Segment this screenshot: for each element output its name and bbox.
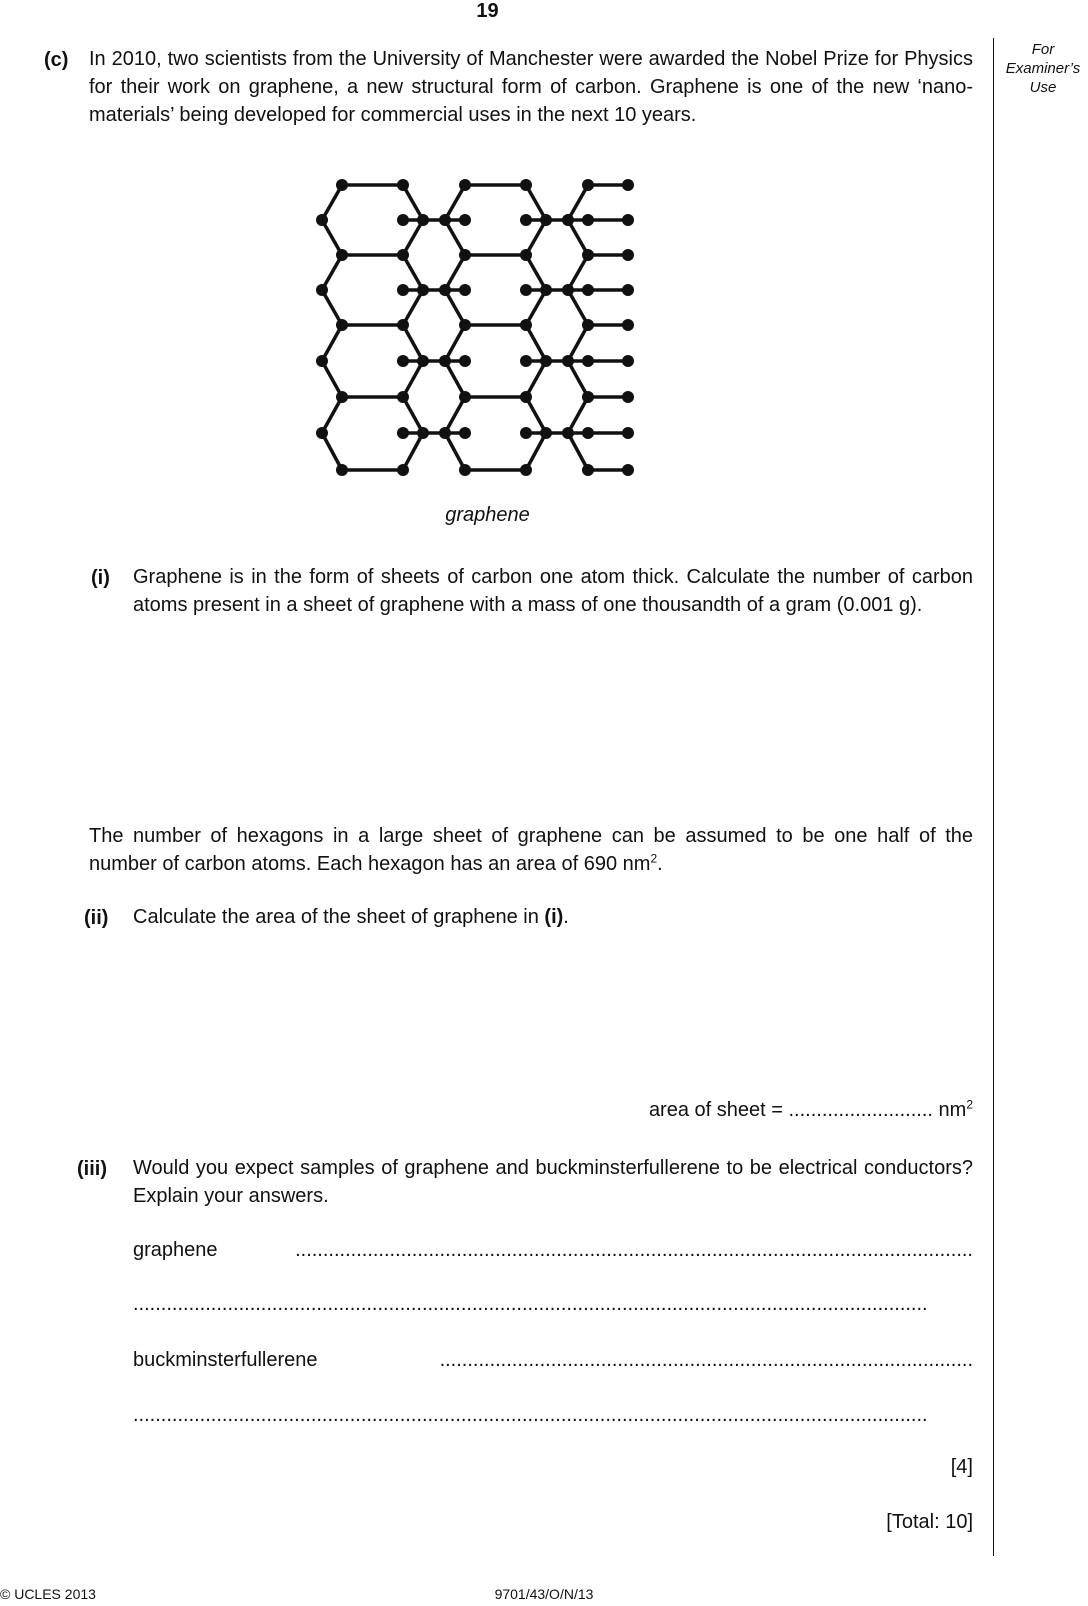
page-number: 19 bbox=[476, 0, 499, 22]
footer-code: 9701/43/O/N/13 bbox=[494, 1586, 594, 1602]
carbon-atom bbox=[316, 214, 328, 226]
carbon-bond bbox=[526, 397, 546, 433]
q-ii-text bbox=[133, 903, 973, 931]
carbon-atom bbox=[540, 214, 552, 226]
carbon-atom bbox=[336, 319, 348, 331]
carbon-bond bbox=[403, 185, 423, 220]
carbon-bond bbox=[445, 361, 465, 397]
carbon-bond bbox=[568, 185, 588, 220]
carbon-atom bbox=[459, 319, 471, 331]
carbon-bond bbox=[568, 325, 588, 361]
hexagon-info-text bbox=[89, 822, 973, 878]
carbon-atom bbox=[622, 391, 634, 403]
carbon-bond bbox=[445, 185, 465, 220]
examiner-line-1: For bbox=[1031, 41, 1055, 58]
carbon-atom bbox=[417, 284, 429, 296]
examiner-line-3: Use bbox=[1029, 79, 1057, 96]
graphene-lattice bbox=[316, 179, 634, 476]
carbon-bond bbox=[322, 185, 342, 220]
carbon-atom bbox=[520, 391, 532, 403]
carbon-bond bbox=[403, 361, 423, 397]
total-marks: [Total: 10] bbox=[886, 1511, 973, 1533]
carbon-atom bbox=[397, 179, 409, 191]
q-i-label: (i) bbox=[91, 567, 110, 589]
area-answer-line bbox=[649, 1099, 973, 1122]
carbon-atom bbox=[520, 214, 532, 226]
carbon-atom bbox=[520, 179, 532, 191]
carbon-atom bbox=[622, 464, 634, 476]
carbon-bond bbox=[403, 255, 423, 290]
carbon-atom bbox=[582, 249, 594, 261]
carbon-atom bbox=[459, 249, 471, 261]
graphene-answer-line-2[interactable]: ............................................................................................................................................... bbox=[133, 1293, 928, 1315]
carbon-bond bbox=[445, 220, 465, 255]
carbon-atom bbox=[336, 391, 348, 403]
bucky-answer-line-2[interactable]: ............................................................................................................................................... bbox=[133, 1404, 928, 1426]
carbon-bond bbox=[526, 325, 546, 361]
carbon-bond bbox=[568, 361, 588, 397]
part-c-intro: In 2010, two scientists from the University of Manchester were awarded the Nobel Prize for Physics for their work on graphene, a new structural form of carbon. Graphene is one of the new ‘nano-materials’ being developed for commercial uses in the next 10 years. bbox=[89, 48, 973, 126]
marks-allocation: [4] bbox=[950, 1456, 973, 1478]
q-ii-ref: (i) bbox=[544, 906, 564, 928]
q-ii-label: (ii) bbox=[84, 907, 109, 929]
part-c-label: (c) bbox=[44, 49, 69, 71]
graphene-answer-line bbox=[133, 1239, 973, 1262]
q-i-text: Graphene is in the form of sheets of carbon one atom thick. Calculate the number of carbon atoms present in a sheet of graphene with a mass of one thousandth of a gram (0.001 g). bbox=[133, 566, 973, 616]
carbon-bond bbox=[403, 290, 423, 325]
carbon-atom bbox=[316, 284, 328, 296]
carbon-atom bbox=[439, 427, 451, 439]
carbon-atom bbox=[520, 427, 532, 439]
graphene-structure-figure bbox=[300, 165, 660, 490]
carbon-atom bbox=[540, 355, 552, 367]
carbon-atom bbox=[582, 284, 594, 296]
carbon-atom bbox=[622, 214, 634, 226]
carbon-atom bbox=[622, 427, 634, 439]
carbon-bond bbox=[526, 290, 546, 325]
carbon-bond bbox=[526, 361, 546, 397]
carbon-bond bbox=[568, 290, 588, 325]
carbon-atom bbox=[316, 427, 328, 439]
carbon-bond bbox=[403, 325, 423, 361]
carbon-atom bbox=[336, 249, 348, 261]
carbon-atom bbox=[540, 427, 552, 439]
carbon-atom bbox=[397, 214, 409, 226]
area-answer-unit: nm bbox=[932, 1099, 967, 1121]
carbon-atom bbox=[459, 427, 471, 439]
carbon-bond bbox=[445, 397, 465, 433]
carbon-atom bbox=[582, 214, 594, 226]
carbon-atom bbox=[520, 464, 532, 476]
bucky-answer-line bbox=[133, 1349, 973, 1372]
carbon-bond bbox=[526, 185, 546, 220]
carbon-atom bbox=[417, 427, 429, 439]
examiner-use-box bbox=[998, 40, 1088, 97]
graphene-answer-label: graphene bbox=[133, 1239, 218, 1261]
carbon-atom bbox=[397, 284, 409, 296]
carbon-atom bbox=[439, 284, 451, 296]
carbon-atom bbox=[316, 355, 328, 367]
carbon-atom bbox=[622, 249, 634, 261]
q-iii-label: (iii) bbox=[77, 1158, 107, 1180]
q-ii-text-after: . bbox=[563, 906, 569, 928]
carbon-atom bbox=[417, 214, 429, 226]
carbon-atom bbox=[520, 249, 532, 261]
examiner-margin-rule bbox=[993, 38, 994, 1556]
carbon-atom bbox=[582, 427, 594, 439]
carbon-bond bbox=[445, 290, 465, 325]
q-iii-text: Would you expect samples of graphene and buckminsterfullerene to be electrical conductors? Explain your answers. bbox=[133, 1157, 973, 1207]
carbon-atom bbox=[540, 284, 552, 296]
examiner-line-2: Examiner’s bbox=[1005, 60, 1081, 77]
carbon-bond bbox=[568, 255, 588, 290]
carbon-atom bbox=[520, 284, 532, 296]
carbon-atom bbox=[397, 427, 409, 439]
carbon-bond bbox=[322, 255, 342, 290]
carbon-atom bbox=[562, 284, 574, 296]
carbon-bond bbox=[322, 290, 342, 325]
carbon-atom bbox=[397, 355, 409, 367]
carbon-bond bbox=[568, 220, 588, 255]
carbon-bond bbox=[445, 325, 465, 361]
carbon-atom bbox=[397, 391, 409, 403]
figure-caption: graphene bbox=[445, 504, 530, 526]
carbon-atom bbox=[622, 179, 634, 191]
carbon-bond bbox=[322, 397, 342, 433]
carbon-atom bbox=[582, 355, 594, 367]
carbon-atom bbox=[582, 179, 594, 191]
area-answer-dots[interactable]: .......................... bbox=[788, 1099, 933, 1121]
carbon-bond bbox=[322, 361, 342, 397]
carbon-atom bbox=[459, 179, 471, 191]
carbon-atom bbox=[439, 214, 451, 226]
carbon-bond bbox=[322, 220, 342, 255]
carbon-bond bbox=[526, 433, 546, 470]
carbon-bond bbox=[568, 397, 588, 433]
bucky-answer-label: buckminsterfullerene bbox=[133, 1349, 318, 1371]
carbon-atom bbox=[582, 391, 594, 403]
carbon-atom bbox=[397, 249, 409, 261]
carbon-atom bbox=[459, 464, 471, 476]
carbon-bond bbox=[403, 220, 423, 255]
carbon-bond bbox=[403, 397, 423, 433]
carbon-bond bbox=[322, 433, 342, 470]
q-ii-text-before: Calculate the area of the sheet of graphene in bbox=[133, 906, 545, 928]
carbon-atom bbox=[582, 319, 594, 331]
carbon-atom bbox=[397, 464, 409, 476]
carbon-bond bbox=[322, 325, 342, 361]
carbon-atom bbox=[562, 214, 574, 226]
carbon-atom bbox=[520, 355, 532, 367]
carbon-atom bbox=[397, 319, 409, 331]
carbon-atom bbox=[459, 355, 471, 367]
carbon-atom bbox=[336, 464, 348, 476]
hexagon-info-end: . bbox=[657, 853, 663, 875]
carbon-atom bbox=[622, 284, 634, 296]
carbon-atom bbox=[459, 391, 471, 403]
bucky-answer-dots[interactable]: ................................................................................................ bbox=[439, 1349, 973, 1371]
carbon-bond bbox=[568, 433, 588, 470]
carbon-bond bbox=[526, 255, 546, 290]
footer-copyright: © UCLES 2013 bbox=[0, 1586, 96, 1602]
carbon-bond bbox=[445, 433, 465, 470]
area-answer-unit-sup: 2 bbox=[966, 1097, 973, 1112]
carbon-bond bbox=[445, 255, 465, 290]
carbon-atom bbox=[520, 319, 532, 331]
carbon-atom bbox=[439, 355, 451, 367]
area-answer-prefix: area of sheet = bbox=[648, 1099, 789, 1121]
hexagon-info-sup: 2 bbox=[650, 851, 658, 866]
carbon-atom bbox=[582, 464, 594, 476]
carbon-atom bbox=[562, 355, 574, 367]
carbon-atom bbox=[562, 427, 574, 439]
hexagon-info-body: The number of hexagons in a large sheet of graphene can be assumed to be one half of the number of carbon atoms. Each hexagon has an area of 690 nm bbox=[89, 825, 973, 875]
graphene-answer-dots[interactable]: .......................................................................................................................... bbox=[295, 1239, 973, 1261]
carbon-atom bbox=[622, 355, 634, 367]
carbon-atom bbox=[459, 214, 471, 226]
carbon-bond bbox=[403, 433, 423, 470]
carbon-atom bbox=[459, 284, 471, 296]
carbon-atom bbox=[417, 355, 429, 367]
carbon-atom bbox=[622, 319, 634, 331]
carbon-bond bbox=[526, 220, 546, 255]
carbon-atom bbox=[336, 179, 348, 191]
